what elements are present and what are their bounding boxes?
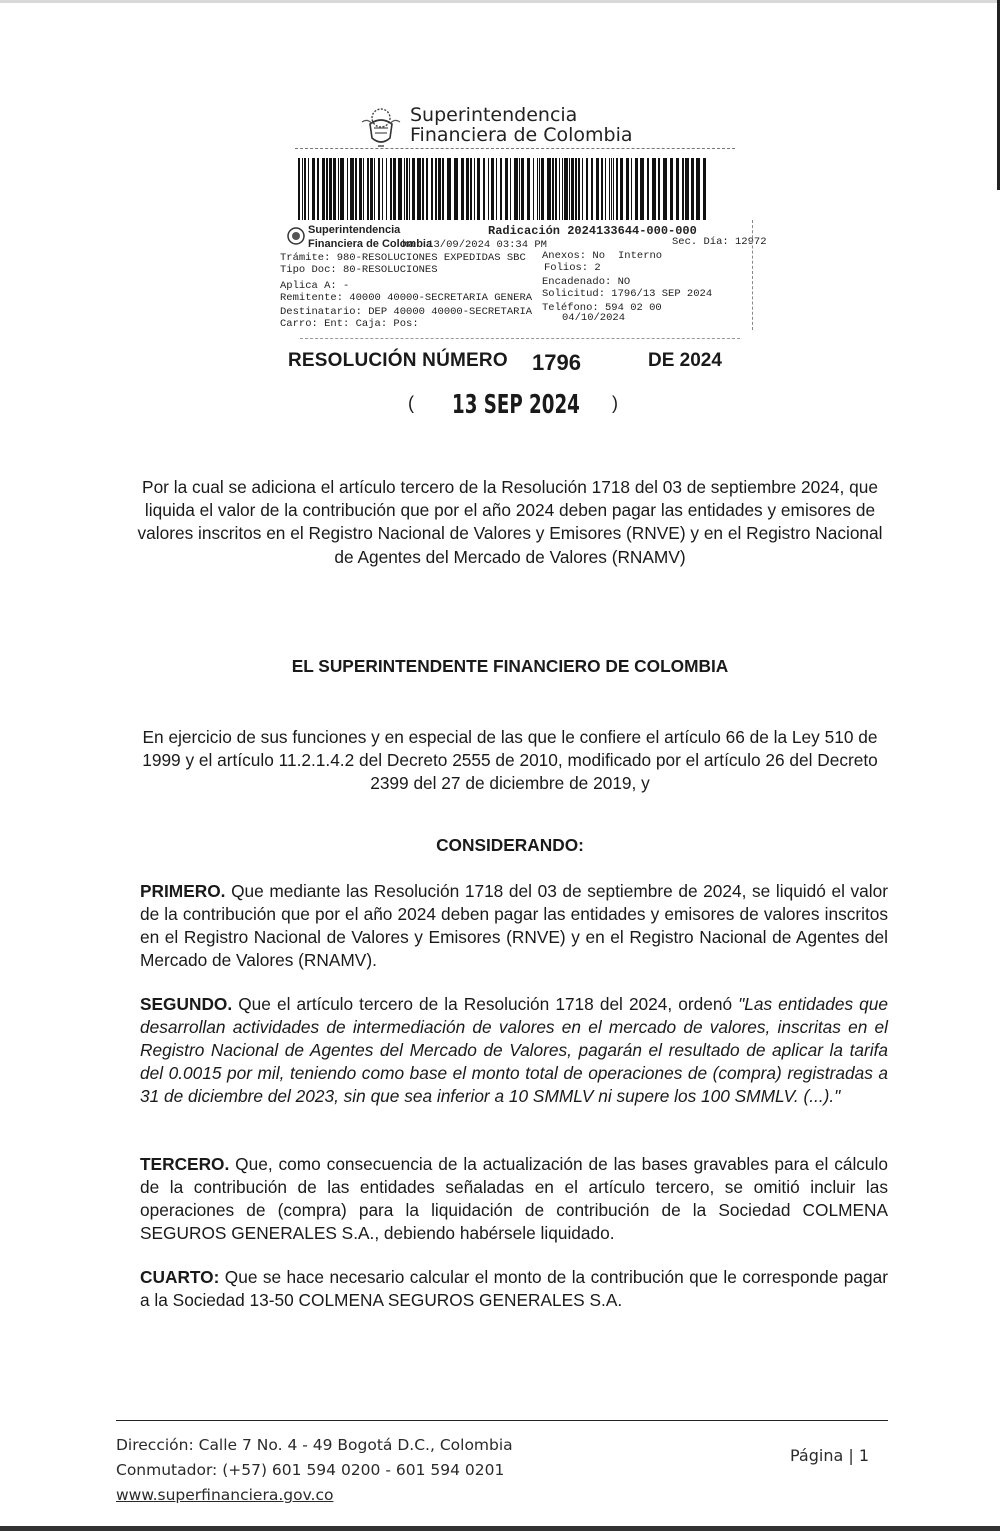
letterhead-divider (295, 148, 735, 149)
paragraph-cuarto (140, 1266, 888, 1312)
barcode-bar (575, 158, 577, 220)
footer-phone: Conmutador: (+57) 601 594 0200 - 601 594 0201 (116, 1461, 505, 1479)
barcode-bar (488, 158, 489, 220)
barcode-bar (302, 158, 303, 220)
paragraph-text: Que mediante las Resolución 1718 del 03 de septiembre de 2024, se liquidó el valor de la contribución que por el año 2024 deben pagar las entidades y emisores de valores inscritos en el Registro Nacional de Valores y Emisores (RNVE) y en el Registro Nacional de Agentes del Mercado de Valores (RNAMV). (140, 881, 888, 970)
scan-edge-top (0, 0, 1000, 3)
barcode-bar (308, 158, 309, 220)
paragraph-segundo (140, 993, 888, 1108)
barcode-bar (347, 158, 348, 220)
barcode-bar (519, 158, 520, 220)
barcode-bar (404, 158, 405, 220)
stamp-seal-icon (286, 226, 306, 246)
resolution-title: RESOLUCIÓN NÚMERO (288, 350, 508, 371)
barcode-bar (670, 158, 673, 220)
barcode-bar (541, 158, 544, 220)
barcode-bar (591, 158, 593, 220)
barcode-bar (422, 158, 424, 220)
barcode-bar (409, 158, 410, 220)
barcode-bar (393, 158, 396, 220)
stamp-border (746, 220, 753, 330)
barcode-bar (435, 158, 437, 220)
barcode-bar (613, 158, 614, 220)
barcode-bar (374, 158, 375, 220)
footer-divider (116, 1420, 888, 1421)
barcode-bar (685, 158, 689, 220)
stamp-org-line-1: Superintendencia (308, 224, 401, 236)
barcode-bar (578, 158, 580, 220)
stamp-org-line-2: Financiera de Colombia (308, 238, 433, 250)
barcode-bar (691, 158, 694, 220)
paragraph-text: Que el artículo tercero de la Resolución 1718 del 2024, ordenó (232, 994, 739, 1014)
barcode-bar (559, 158, 560, 220)
barcode-bar (474, 158, 475, 220)
considerando-heading: CONSIDERANDO: (436, 835, 584, 855)
paragraph-primero (140, 880, 888, 972)
barcode-bar (640, 158, 644, 220)
paragraph-quote: "Las entidades que desarrollan actividades de intermediación de valores en el mercado de valores, inscritas en el Registro Nacional de Agentes del Mercado de Valores, pagarán el resultado de aplicar la tarifa del 0.0015 por mil, teniendo como base el monto total de operaciones de (compra) registradas a 31 de diciembre del 2023, sin que sea inferior a 10 SMMLV ni supere los 100 SMMLV. (...)." (140, 994, 888, 1106)
barcode-bar (333, 158, 336, 220)
legal-basis: En ejercicio de sus funciones y en especial de las que le confiere el artículo 66 de la Ley 510 de 1999 y el artículo 11.2.1.4.2 del Decreto 2555 de 2010, modificado por el artículo 26 del Decreto 2399 del 27 de diciembre de 2019, y (142, 727, 878, 794)
barcode-bar (596, 158, 599, 220)
paragraph-label: CUARTO: (140, 1267, 220, 1287)
barcode-bar (304, 158, 306, 220)
barcode-bar (586, 158, 588, 220)
barcode-bar (431, 158, 433, 220)
barcode-bar (527, 158, 530, 220)
barcode-bar (386, 158, 387, 220)
barcode-bar (412, 158, 415, 220)
barcode-bar (466, 158, 469, 220)
barcode-bar (477, 158, 480, 220)
barcode-bar (601, 158, 603, 220)
barcode-bar (609, 158, 610, 220)
barcode-bar (569, 158, 570, 220)
barcode-bar (611, 158, 612, 220)
barcode-bar (483, 158, 485, 220)
paragraph-text: Que se hace necesario calcular el monto de la contribución que le corresponde pagar a la Sociedad 13-50 COLMENA SEGUROS GENERALES S.A. (140, 1267, 888, 1310)
paragraph-label: TERCERO. (140, 1154, 230, 1174)
letterhead-line-2: Financiera de Colombia (410, 124, 633, 146)
barcode-bar (329, 158, 332, 220)
resolution-date: 13 SEP 2024 (452, 390, 580, 420)
barcode-bar (552, 158, 554, 220)
barcode-bar (682, 158, 684, 220)
barcode-bar (647, 158, 649, 220)
barcode-bar (406, 158, 408, 220)
footer-address: Dirección: Calle 7 No. 4 - 49 Bogotá D.C., Colombia (116, 1436, 513, 1454)
barcode-bar (582, 158, 583, 220)
barcode-bar (635, 158, 638, 220)
barcode-bar (564, 158, 568, 220)
stamp-solicitud: Solicitud: 1796/13 SEP 2024 (542, 288, 713, 300)
barcode-bar (663, 158, 667, 220)
scan-edge-bottom (0, 1526, 1000, 1531)
barcode-bar (703, 158, 706, 220)
barcode-bar (438, 158, 441, 220)
paragraph-label: SEGUNDO. (140, 994, 233, 1014)
barcode-bar (521, 158, 524, 220)
barcode (298, 158, 711, 220)
barcode-bar (616, 158, 618, 220)
stamp-remitente: Remitente: 40000 40000-SECRETARIA GENERA (280, 292, 533, 304)
stamp-carro: Carro: Ent: Caja: Pos: (280, 318, 419, 330)
stamp-encadenado: Encadenado: NO (542, 276, 631, 288)
stamp-tipo-doc: Tipo Doc: 80-RESOLUCIONES (280, 264, 438, 276)
barcode-bar (378, 158, 380, 220)
barcode-bar (620, 158, 623, 220)
paragraph-label: PRIMERO. (140, 881, 226, 901)
barcode-bar (454, 158, 458, 220)
barcode-bar (461, 158, 464, 220)
paragraph-text: Que, como consecuencia de la actualización de las bases gravables para el cálculo de la contribución de las entidades señaladas en el artículo tercero, se omitió incluir las operaciones de (compra) para la liquidación de contribución de la Sociedad COLMENA SEGUROS GENERALES S.A., debiendo habérsele liquidado. (140, 1154, 888, 1243)
stamp-destinatario: Destinatario: DEP 40000 40000-SECRETARIA (280, 306, 533, 318)
barcode-bar (505, 158, 508, 220)
resolution-year: DE 2024 (648, 350, 722, 371)
barcode-bar (491, 158, 494, 220)
stamp-telefono: Teléfono: 594 02 00 (542, 302, 662, 314)
stamp-anexos: Anexos: No (542, 250, 606, 262)
barcode-bar (470, 158, 472, 220)
authority-heading: EL SUPERINTENDENTE FINANCIERO DE COLOMBIA (291, 656, 729, 676)
close-parenthesis: ) (612, 393, 618, 413)
barcode-bar (442, 158, 444, 220)
barcode-bar (398, 158, 402, 220)
barcode-bar (326, 158, 328, 220)
barcode-bar (338, 158, 339, 220)
barcode-bar (382, 158, 383, 220)
barcode-bar (533, 158, 534, 220)
stamp-fecha: ha: 13/09/2024 03:34 PM (402, 239, 547, 251)
stamp-tramite: Trámite: 980-RESOLUCIONES EXPEDIDAS SBC (280, 252, 526, 264)
radicacion-stamp (278, 220, 767, 340)
barcode-bar (631, 158, 632, 220)
stamp-sec-dia: Sec. Día: 12972 (672, 236, 767, 248)
barcode-bar (340, 158, 344, 220)
barcode-bar (652, 158, 656, 220)
barcode-bar (547, 158, 551, 220)
barcode-bar (317, 158, 319, 220)
open-parenthesis: ( (408, 393, 414, 413)
coat-of-arms-icon (358, 104, 404, 150)
barcode-bar (355, 158, 357, 220)
barcode-bar (298, 158, 300, 220)
barcode-bar (658, 158, 660, 220)
barcode-bar (350, 158, 354, 220)
barcode-bar (537, 158, 538, 220)
resolution-summary: Por la cual se adiciona el artículo tercero de la Resolución 1718 del 03 de septiembre 2024, que liquida el valor de la contribución que por el año 2024 deben pagar las entidades y emisores de valores inscritos en el Registro Nacional de Valores y Emisores (RNVE) y en el Registro Nacional de Agentes del Mercado de Valores (RNAMV) (137, 477, 883, 567)
page-number: Página | 1 (790, 1446, 870, 1465)
barcode-bar (417, 158, 421, 220)
paragraph-tercero (140, 1153, 888, 1245)
barcode-bar (605, 158, 606, 220)
resolution-number: 1796 (532, 350, 581, 375)
barcode-bar (367, 158, 369, 220)
stamp-folios: Folios: 2 (544, 262, 601, 274)
stamp-fecha-2: 04/10/2024 (562, 312, 626, 324)
barcode-bar (370, 158, 373, 220)
barcode-bar (571, 158, 574, 220)
barcode-bar (447, 158, 451, 220)
barcode-bar (390, 158, 392, 220)
stamp-radicacion: Radicación 2024133644-000-000 (488, 224, 697, 238)
letterhead-line-1: Superintendencia (410, 104, 578, 126)
barcode-bar (359, 158, 362, 220)
barcode-bar (676, 158, 679, 220)
barcode-bar (539, 158, 540, 220)
barcode-bar (510, 158, 511, 220)
barcode-bar (426, 158, 428, 220)
stamp-interno: Interno (618, 250, 663, 262)
footer-website-link[interactable]: www.superfinanciera.gov.co (116, 1486, 334, 1504)
barcode-bar (514, 158, 518, 220)
barcode-bar (322, 158, 325, 220)
barcode-bar (496, 158, 497, 220)
barcode-bar (555, 158, 557, 220)
barcode-bar (696, 158, 700, 220)
barcode-bar (500, 158, 502, 220)
barcode-bar (363, 158, 364, 220)
barcode-bar (626, 158, 629, 220)
barcode-bar (312, 158, 315, 220)
barcode-bar (562, 158, 563, 220)
stamp-aplica: Aplica A: - (280, 280, 350, 292)
stamp-bottom-line (300, 338, 740, 339)
